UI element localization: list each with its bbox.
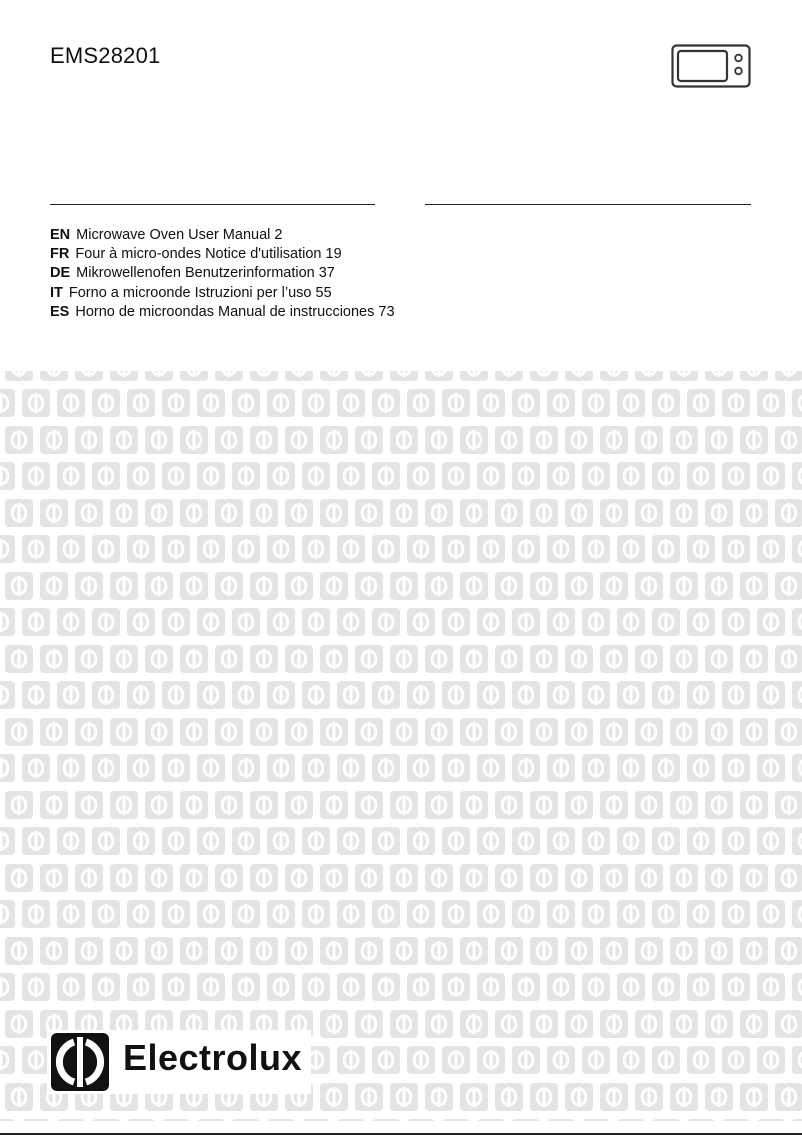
brand-logo bbox=[47, 1030, 311, 1094]
language-item-de bbox=[50, 264, 395, 283]
brand-pattern-background bbox=[0, 371, 802, 1121]
language-code: FR bbox=[50, 246, 70, 263]
language-code: ES bbox=[50, 303, 70, 320]
language-code: EN bbox=[50, 227, 71, 243]
model-number: EMS28201 bbox=[50, 43, 161, 68]
language-item-es bbox=[50, 303, 395, 322]
brand-name: Electrolux bbox=[123, 1037, 303, 1078]
bottom-divider bbox=[0, 1133, 802, 1135]
language-item-en bbox=[50, 226, 395, 245]
language-title: Horno de microondas Manual de instrucciones 73 bbox=[75, 303, 395, 320]
language-title: Mikrowellenofen Benutzerinformation 37 bbox=[76, 265, 335, 282]
language-title: Forno a microonde Istruzioni per l’uso 55 bbox=[68, 284, 332, 301]
language-code: IT bbox=[50, 284, 63, 301]
electrolux-logo-icon bbox=[50, 1032, 110, 1092]
divider-right bbox=[425, 204, 751, 205]
language-code: DE bbox=[50, 265, 71, 282]
language-item-it bbox=[50, 284, 395, 303]
language-title: Microwave Oven User Manual 2 bbox=[76, 227, 283, 243]
microwave-oven-icon bbox=[671, 44, 751, 88]
language-item-fr bbox=[50, 245, 395, 264]
language-list bbox=[50, 226, 395, 322]
divider-left bbox=[50, 204, 375, 205]
language-title: Four à micro-ondes Notice d'utilisation 19 bbox=[75, 246, 342, 263]
